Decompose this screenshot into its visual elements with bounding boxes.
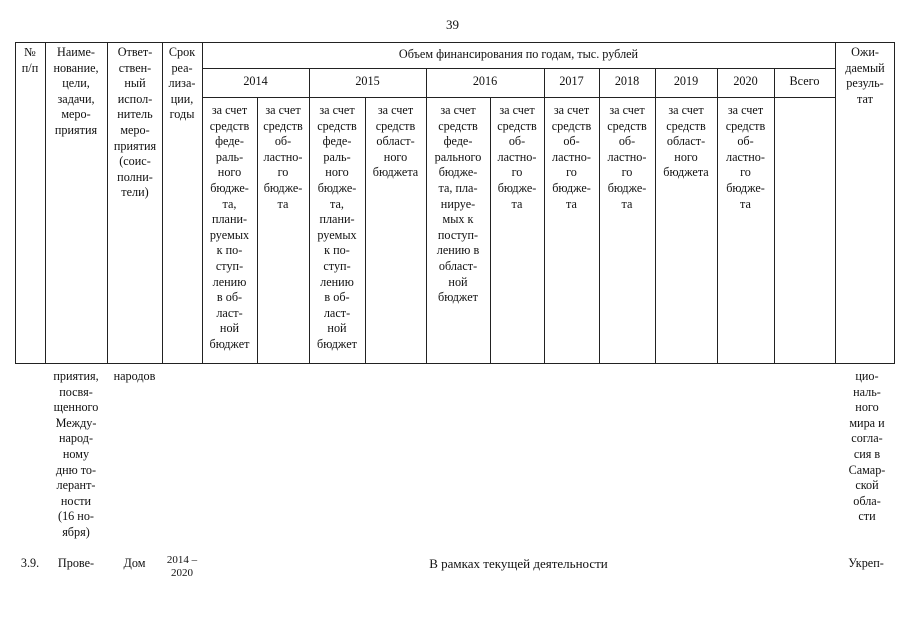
row-3-9-result: Укреп- [848,556,884,570]
year-col-line [544,68,545,364]
sub-2020-regional: за счет средств об- ластно- го бюдже- та [725,103,766,211]
col-line [15,42,16,364]
row-3-9-responsible: Дом [123,556,146,570]
table-border-top [15,42,895,43]
sub-2018-regional: за счет средств об- ластно- го бюдже- та [607,103,647,211]
year-col-line [426,68,427,364]
year-2016: 2016 [472,74,498,88]
col-line [107,42,108,364]
sub-col-line [257,97,258,364]
sub-2015-regional: за счет средств област- ного бюджета [372,103,419,180]
col-line [162,42,163,364]
continuation-result: цио- наль- ного мира и согла- сия в Самар- ской обла- сти [848,369,886,524]
funding-rule [202,68,835,69]
col-header-number: № п/п [21,45,39,75]
continuation-name: приятия, посвя- щенного Между- народ- ному дню то- лерант- ности (16 но- ября) [53,369,99,539]
year-2017: 2017 [559,74,584,88]
sub-2017-regional: за счет средств об- ластно- го бюдже- та [551,103,592,211]
continuation-responsible: народов [113,369,156,383]
sub-2014-regional: за счет средств об- ластно- го бюдже- та [263,103,303,211]
year-col-line [774,68,775,364]
col-header-term: Срок реа- лиза- ции, годы [168,45,196,122]
col-header-name: Наиме- нование, цели, задачи, меро- приятия [53,45,99,137]
year-total: Всего [789,74,820,88]
col-line [835,42,836,364]
year-2020: 2020 [733,74,758,88]
year-col-line [309,68,310,364]
page-number: 39 [446,17,459,32]
row-3-9-number: 3.9. [20,556,40,570]
year-2015: 2015 [355,74,380,88]
row-3-9-name: Прове- [57,556,95,570]
table-border-bottom [15,363,895,364]
year-col-line [599,68,600,364]
year-2018: 2018 [614,74,640,88]
sub-2014-federal: за счет средств феде- раль- ного бюдже- та, плани- руемых к по- ступ- лению в об- ласт- ной бюджет [209,103,250,351]
sub-2015-federal: за счет средств феде- раль- ного бюдже- та, плани- руемых к по- ступ- лению в об- ласт- ной бюджет [317,103,357,351]
year-col-line [655,68,656,364]
row-3-9-funding: В рамках текущей деятельности [429,556,608,571]
sub-2019-regional: за счет средств област- ного бюджета [663,103,709,180]
sub-col-line [365,97,366,364]
row-3-9-term: 2014 – 2020 [166,554,198,579]
sub-2016-regional: за счет средств об- ластно- го бюдже- та [497,103,537,211]
col-header-responsible: Ответ- ствен- ный испол- нитель меро- приятия (соис- полни- тели) [113,45,157,200]
year-2019: 2019 [673,74,699,88]
col-line [202,42,203,364]
year-rule [202,97,835,98]
col-line [894,42,895,364]
year-col-line [717,68,718,364]
sub-2016-federal: за счет средств феде- рального бюдже- та, пла- нируе- мых к поступ- лению в област- ной бюджет [434,103,482,305]
col-header-funding: Объем финансирования по годам, тыс. рублей [398,47,639,61]
sub-col-line [490,97,491,364]
col-header-result: Ожи- даемый резуль- тат [845,45,885,106]
col-line [45,42,46,364]
year-2014: 2014 [243,74,268,88]
